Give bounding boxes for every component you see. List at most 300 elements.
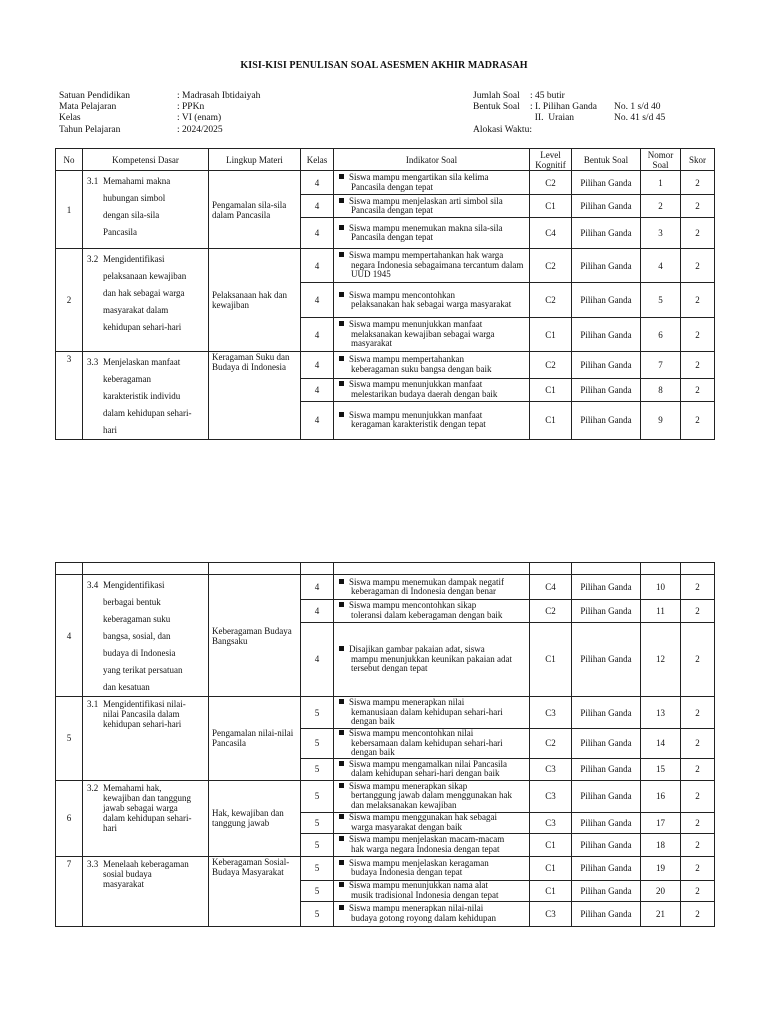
table-row (56, 575, 715, 600)
kd-line-wrap (87, 628, 204, 645)
cell-kompetensi-dasar (83, 575, 209, 697)
header-row-alokasi (473, 125, 665, 136)
cell-level-kognitif: C1 (530, 401, 572, 439)
cell-nomor-soal: 18 (641, 833, 681, 856)
header-label: Mata Pelajaran (59, 102, 117, 113)
kd-line: hari (103, 822, 117, 833)
cell-kelas: 4 (301, 600, 334, 623)
header-label: Satuan Pendidikan (59, 91, 130, 101)
kd-line: Pancasila (103, 227, 137, 237)
cell-skor: 2 (681, 833, 715, 856)
cell-level-kognitif: C3 (530, 812, 572, 833)
col-header-skor: Skor (681, 149, 715, 171)
cell-no: 2 (56, 249, 83, 352)
kd-line-wrap (87, 405, 204, 422)
cell-no: 7 (56, 856, 83, 926)
kd-line-wrap (87, 813, 204, 823)
bullet-square-icon (339, 761, 344, 766)
indikator-line-1: Siswa mampu menunjukkan manfaat (349, 409, 483, 420)
cell-kelas: 5 (301, 880, 334, 901)
kd-line-wrap (87, 803, 204, 813)
kd-line-wrap (87, 285, 204, 302)
cell-bentuk-soal: Pilihan Ganda (572, 812, 641, 833)
cell-bentuk-soal: Pilihan Ganda (572, 218, 641, 249)
indikator-line-2: melaksanakan kewajiban sebagai warga masyarakat (351, 328, 495, 349)
cell-indikator (334, 218, 530, 249)
cell-kelas: 4 (301, 352, 334, 379)
cell-bentuk-soal: Pilihan Ganda (572, 171, 641, 195)
kd-line-wrap (87, 793, 204, 803)
kd-line: berbagai bentuk (103, 597, 161, 607)
spacer-cell (530, 563, 572, 575)
indikator-line-1: Siswa mampu mencontohkan sikap (349, 600, 477, 611)
kd-line-wrap (87, 679, 204, 696)
cell-kelas: 4 (301, 401, 334, 439)
cell-indikator (334, 318, 530, 352)
bullet-square-icon (339, 381, 344, 386)
bullet-square-icon (339, 783, 344, 788)
col-header-level (530, 149, 572, 171)
cell-lingkup-materi: Pelaksanaan hak dan kewajiban (209, 249, 301, 352)
kd-line: Memahami makna (103, 176, 171, 186)
cell-kelas: 4 (301, 378, 334, 401)
header-row-jumlah (473, 91, 665, 102)
cell-indikator (334, 575, 530, 600)
kd-number: 3.4 (87, 580, 99, 590)
spacer-cell (572, 563, 641, 575)
kd-line-wrap (87, 577, 204, 594)
cell-kompetensi-dasar (83, 856, 209, 926)
cell-level-kognitif: C1 (530, 195, 572, 218)
cell-level-kognitif: C3 (530, 780, 572, 812)
col-header-no: No (56, 149, 83, 171)
cell-kompetensi-dasar (83, 352, 209, 440)
indikator-line-2: bertanggung jawab dalam menggunakan hak dan melaksanakan kewajiban (351, 790, 512, 810)
indikator-line-2: Pancasila dengan tepat (351, 232, 433, 242)
cell-skor: 2 (681, 697, 715, 729)
col-header-indikator: Indikator Soal (334, 149, 530, 171)
cell-lingkup-materi: Keberagaman Budaya Bangsaku (209, 575, 301, 697)
kd-number: 3.1 (87, 176, 99, 186)
cell-indikator (334, 697, 530, 729)
cell-skor: 2 (681, 283, 715, 318)
cell-indikator (334, 195, 530, 218)
kd-number: 3.2 (87, 782, 99, 793)
kd-line: dengan sila-sila (103, 210, 160, 220)
cell-skor: 2 (681, 901, 715, 926)
cell-nomor-soal: 16 (641, 780, 681, 812)
indikator-line-1: Siswa mampu mencontohkan nilai (349, 728, 474, 738)
bullet-square-icon (339, 905, 344, 910)
cell-bentuk-soal: Pilihan Ganda (572, 283, 641, 318)
cell-skor: 2 (681, 729, 715, 759)
kd-line-wrap (87, 422, 204, 439)
cell-skor: 2 (681, 812, 715, 833)
header-value: : Madrasah Ibtidaiyah (177, 91, 261, 101)
cell-level-kognitif: C2 (530, 249, 572, 283)
header-label: Tahun Pelajaran (59, 124, 121, 135)
cell-bentuk-soal: Pilihan Ganda (572, 780, 641, 812)
indikator-line-1: Siswa mampu mencontohkan (349, 289, 455, 300)
cell-skor: 2 (681, 575, 715, 600)
header-value: : I. Pilihan Ganda (530, 102, 598, 113)
kd-line-wrap (87, 251, 204, 268)
bullet-square-icon (339, 225, 344, 230)
col-header-bentuk: Bentuk Soal (572, 149, 641, 171)
cell-level-kognitif: C1 (530, 378, 572, 401)
indikator-line-1: Siswa mampu menunjukkan manfaat (349, 379, 483, 390)
cell-kompetensi-dasar (83, 697, 209, 781)
indikator-line-2: Pancasila dengan tepat (351, 181, 433, 192)
kd-line: dalam kehidupan sehari- (103, 408, 192, 418)
kd-line-wrap (87, 823, 204, 833)
cell-nomor-soal: 17 (641, 812, 681, 833)
cell-bentuk-soal: Pilihan Ganda (572, 729, 641, 759)
cell-indikator (334, 833, 530, 856)
bullet-square-icon (339, 321, 344, 326)
cell-bentuk-soal: Pilihan Ganda (572, 856, 641, 880)
bullet-square-icon (339, 356, 344, 361)
kd-line-wrap (87, 371, 204, 388)
cell-no: 6 (56, 780, 83, 856)
kd-line-wrap (87, 268, 204, 285)
bullet-square-icon (339, 882, 344, 887)
kd-line: hari (103, 425, 117, 435)
cell-bentuk-soal: Pilihan Ganda (572, 401, 641, 439)
bullet-square-icon (339, 412, 344, 417)
kd-number: 3.2 (87, 254, 99, 264)
header-value: : VI (enam) (177, 113, 222, 124)
cell-lingkup-materi: Pengamalan nilai-nilai Pancasila (209, 697, 301, 781)
header-info-right (473, 91, 665, 136)
cell-skor: 2 (681, 880, 715, 901)
indikator-line-1: Siswa mampu menemukan makna sila-sila (349, 222, 503, 233)
cell-lingkup-materi: Hak, kewajiban dan tanggung jawab (209, 780, 301, 856)
indikator-line-1: Siswa mampu menerapkan sikap (349, 780, 468, 791)
indikator-line-2: kebersamaan dalam kehidupan sehari-hari dengan baik (351, 737, 503, 757)
indikator-line-1: Disajikan gambar pakaian adat, siswa (349, 644, 485, 655)
spacer-cell (301, 563, 334, 575)
cell-level-kognitif: C3 (530, 758, 572, 780)
cell-kelas: 4 (301, 171, 334, 195)
kd-line-wrap (87, 302, 204, 319)
spacer-cell (56, 563, 83, 575)
kd-line: kehidupan sehari-hari (103, 322, 182, 332)
cell-bentuk-soal: Pilihan Ganda (572, 318, 641, 352)
cell-skor: 2 (681, 780, 715, 812)
kd-line: keberagaman suku (103, 614, 171, 624)
cell-indikator (334, 729, 530, 759)
cell-no: 4 (56, 575, 83, 697)
col-header-kd: Kompetensi Dasar (83, 149, 209, 171)
indikator-line-2: kemanusiaan dalam kehidupan sehari-hari dengan baik (351, 706, 503, 727)
bullet-square-icon (339, 860, 344, 865)
cell-lingkup-materi: Keberagaman Sosial-Budaya Masyarakat (209, 856, 301, 926)
cell-level-kognitif: C1 (530, 318, 572, 352)
cell-nomor-soal: 6 (641, 318, 681, 352)
indikator-line-1: Siswa mampu menunjukkan manfaat (349, 319, 483, 330)
cell-lingkup-materi: Pengamalan sila-sila dalam Pancasila (209, 171, 301, 249)
indikator-line-2: mampu menunjukkan keunikan pakaian adat tersebut dengan tepat (351, 653, 512, 674)
cell-kelas: 5 (301, 780, 334, 812)
cell-bentuk-soal: Pilihan Ganda (572, 600, 641, 623)
kd-line-wrap (87, 207, 204, 224)
header-value: II. Uraian (530, 113, 575, 124)
cell-kelas: 5 (301, 697, 334, 729)
bullet-square-icon (339, 174, 344, 179)
cell-skor: 2 (681, 856, 715, 880)
header-row-mapel (59, 102, 260, 113)
bullet-square-icon (339, 198, 344, 203)
kd-line: bangsa, sosial, dan (103, 631, 171, 641)
kd-line: karakteristik individu (103, 391, 181, 401)
indikator-line-2: warga masyarakat dengan baik (351, 821, 463, 832)
header-value: No. 1 s/d 40 (614, 102, 661, 113)
spacer-cell (209, 563, 301, 575)
cell-indikator (334, 171, 530, 195)
indikator-line-2: toleransi dalam keberagaman dengan baik (351, 609, 503, 620)
kd-line-wrap (87, 869, 204, 879)
cell-kelas: 5 (301, 856, 334, 880)
cell-skor: 2 (681, 318, 715, 352)
cell-nomor-soal: 14 (641, 729, 681, 759)
cell-no: 5 (56, 697, 83, 781)
kd-line: Menjelaskan manfaat (103, 357, 181, 367)
col-header-kelas: Kelas (301, 149, 334, 171)
cell-kompetensi-dasar (83, 171, 209, 249)
kd-line: sosial budaya (103, 868, 152, 879)
kd-line: budaya di Indonesia (103, 648, 176, 658)
cell-bentuk-soal: Pilihan Ganda (572, 901, 641, 926)
header-spacer (473, 113, 530, 124)
cell-indikator (334, 378, 530, 401)
cell-level-kognitif: C4 (530, 218, 572, 249)
cell-bentuk-soal: Pilihan Ganda (572, 195, 641, 218)
header-row-kelas (59, 113, 260, 124)
cell-level-kognitif: C1 (530, 856, 572, 880)
table-row (56, 856, 715, 880)
header-label: Kelas (59, 113, 81, 124)
cell-kompetensi-dasar (83, 780, 209, 856)
header-value: : 2024/2025 (177, 124, 223, 135)
cell-nomor-soal: 5 (641, 283, 681, 318)
header-row-uraian (473, 113, 665, 124)
indikator-line-2: melestarikan budaya daerah dengan baik (351, 388, 498, 399)
cell-level-kognitif: C4 (530, 575, 572, 600)
cell-bentuk-soal: Pilihan Ganda (572, 575, 641, 600)
cell-nomor-soal: 4 (641, 249, 681, 283)
spacer-cell (641, 563, 681, 575)
indikator-line-1: Siswa mampu mengartikan sila kelima (349, 172, 489, 182)
cell-indikator (334, 283, 530, 318)
col-header-nomor (641, 149, 681, 171)
indikator-line-2: negara Indonesia sebagaimana tercantum dalam UUD 1945 (351, 259, 524, 280)
table-row (56, 249, 715, 283)
cell-bentuk-soal: Pilihan Ganda (572, 249, 641, 283)
cell-nomor-soal: 2 (641, 195, 681, 218)
kd-line-wrap (87, 709, 204, 719)
col-header-nomor-line2: Soal (652, 159, 669, 170)
kd-line-wrap (87, 173, 204, 190)
kisi-table-2 (55, 562, 715, 927)
kd-line-wrap (87, 224, 204, 241)
kd-line: masyarakat (103, 878, 144, 889)
kd-line: Mengidentifikasi (103, 254, 165, 264)
bullet-square-icon (339, 252, 344, 257)
kd-line: masyarakat dalam (103, 305, 169, 315)
kd-line-wrap (87, 611, 204, 628)
table-spacer-row (56, 563, 715, 575)
kd-line-wrap (87, 699, 204, 709)
cell-nomor-soal: 1 (641, 171, 681, 195)
indikator-line-1: Siswa mampu mempertahankan (349, 354, 464, 365)
spacer-cell (83, 563, 209, 575)
cell-level-kognitif: C2 (530, 352, 572, 379)
header-row-tahun (59, 125, 260, 136)
table-row (56, 780, 715, 812)
cell-kelas: 4 (301, 283, 334, 318)
cell-indikator (334, 622, 530, 696)
kd-line-wrap (87, 645, 204, 662)
cell-skor: 2 (681, 758, 715, 780)
header-row-bentuk (473, 102, 665, 113)
cell-bentuk-soal: Pilihan Ganda (572, 697, 641, 729)
cell-nomor-soal: 19 (641, 856, 681, 880)
cell-indikator (334, 352, 530, 379)
cell-level-kognitif: C2 (530, 729, 572, 759)
cell-level-kognitif: C2 (530, 600, 572, 623)
cell-level-kognitif: C3 (530, 697, 572, 729)
indikator-line-1: Siswa mampu menerapkan nilai (349, 697, 465, 708)
cell-skor: 2 (681, 622, 715, 696)
kd-line-wrap (87, 859, 204, 869)
cell-level-kognitif: C2 (530, 283, 572, 318)
cell-level-kognitif: C1 (530, 622, 572, 696)
header-label: Alokasi Waktu: (473, 124, 532, 135)
header-value: No. 41 s/d 45 (614, 113, 666, 124)
indikator-line-1: Siswa mampu menemukan dampak negatif (349, 576, 504, 587)
spacer-cell (334, 563, 530, 575)
cell-kompetensi-dasar (83, 249, 209, 352)
cell-skor: 2 (681, 352, 715, 379)
header-label: Jumlah Soal (473, 91, 520, 101)
table-row (56, 171, 715, 195)
cell-skor: 2 (681, 401, 715, 439)
page-title: KISI-KISI PENULISAN SOAL ASESMEN AKHIR MADRASAH (240, 60, 528, 71)
indikator-line-2: dalam kehidupan sehari-hari dengan baik (351, 768, 500, 778)
kd-line: Mengidentifikasi (103, 580, 165, 590)
bullet-square-icon (339, 836, 344, 841)
indikator-line-2: musik tradisional Indonesia dengan tepat (351, 889, 499, 900)
cell-nomor-soal: 15 (641, 758, 681, 780)
table-row (56, 697, 715, 729)
kd-line: keberagaman (103, 374, 151, 384)
kd-line: yang terikat persatuan (103, 665, 183, 675)
indikator-line-2: pelaksanakan hak sebagai warga masyarakat (351, 299, 512, 309)
kd-line: dan hak sebagai warga (103, 288, 185, 298)
cell-level-kognitif: C1 (530, 880, 572, 901)
bullet-square-icon (339, 292, 344, 297)
cell-indikator (334, 901, 530, 926)
cell-no: 3 (56, 352, 83, 440)
kd-line-wrap (87, 190, 204, 207)
indikator-line-2: hak warga negara Indonesia dengan tepat (351, 843, 500, 854)
cell-lingkup-materi: Keragaman Suku dan Budaya di Indonesia (209, 352, 301, 440)
cell-kelas: 4 (301, 622, 334, 696)
indikator-line-2: Pancasila dengan tepat (351, 205, 433, 215)
cell-skor: 2 (681, 378, 715, 401)
indikator-line-2: budaya gotong royong dalam kehidupan (351, 912, 496, 923)
kd-line: jawab sebagai warga (103, 802, 178, 813)
indikator-line-2: keragaman karakteristik dengan tepat (351, 419, 486, 430)
cell-kelas: 4 (301, 575, 334, 600)
header-value: : PPKn (177, 102, 205, 113)
table-header-row (56, 149, 715, 171)
kd-number: 3.3 (87, 858, 99, 869)
indikator-line-2: keberagaman suku bangsa dengan baik (351, 363, 492, 374)
cell-nomor-soal: 12 (641, 622, 681, 696)
cell-skor: 2 (681, 195, 715, 218)
kd-line-wrap (87, 719, 204, 729)
bullet-square-icon (339, 579, 344, 584)
cell-nomor-soal: 13 (641, 697, 681, 729)
header-row-satuan (59, 91, 260, 102)
bullet-square-icon (339, 646, 344, 651)
kd-line: nilai Pancasila dalam (103, 709, 180, 719)
cell-kelas: 5 (301, 758, 334, 780)
cell-nomor-soal: 11 (641, 600, 681, 623)
cell-bentuk-soal: Pilihan Ganda (572, 880, 641, 901)
indikator-line-1: Siswa mampu menerapkan nilai-nilai (349, 903, 484, 913)
kd-line: hubungan simbol (103, 193, 166, 203)
cell-no: 1 (56, 171, 83, 249)
cell-bentuk-soal: Pilihan Ganda (572, 378, 641, 401)
cell-bentuk-soal: Pilihan Ganda (572, 352, 641, 379)
cell-indikator (334, 856, 530, 880)
kd-number: 3.3 (87, 357, 99, 367)
cell-kelas: 5 (301, 812, 334, 833)
header-label: Bentuk Soal (473, 102, 520, 113)
kd-line-wrap (87, 783, 204, 793)
indikator-line-1: Siswa mampu menunjukkan nama alat (349, 880, 488, 890)
kd-line: kewajiban dan tanggung (103, 792, 191, 803)
cell-nomor-soal: 7 (641, 352, 681, 379)
cell-skor: 2 (681, 600, 715, 623)
kd-line: kehidupan sehari-hari (103, 719, 182, 729)
col-header-nomor-line1: Nomor (647, 149, 674, 160)
cell-level-kognitif: C1 (530, 833, 572, 856)
kd-line-wrap (87, 388, 204, 405)
kd-line: dalam kehidupan sehari- (103, 812, 192, 823)
cell-indikator (334, 758, 530, 780)
kd-line-wrap (87, 879, 204, 889)
col-header-level-line2: Kognitif (535, 159, 566, 170)
indikator-line-1: Siswa mampu menjelaskan macam-macam (349, 834, 505, 844)
table-row (56, 352, 715, 379)
cell-skor: 2 (681, 249, 715, 283)
kd-line-wrap (87, 594, 204, 611)
cell-level-kognitif: C2 (530, 171, 572, 195)
cell-nomor-soal: 3 (641, 218, 681, 249)
cell-nomor-soal: 21 (641, 901, 681, 926)
col-header-level-line1: Level (540, 149, 561, 160)
col-header-lm: Lingkup Materi (209, 149, 301, 171)
cell-indikator (334, 780, 530, 812)
indikator-line-1: Siswa mampu menjelaskan arti simbol sila (349, 195, 503, 206)
indikator-line-1: Siswa mampu menggunakan hak sebagai (349, 812, 497, 822)
cell-nomor-soal: 10 (641, 575, 681, 600)
indikator-line-1: Siswa mampu mengamalkan nilai Pancasila (349, 758, 507, 769)
